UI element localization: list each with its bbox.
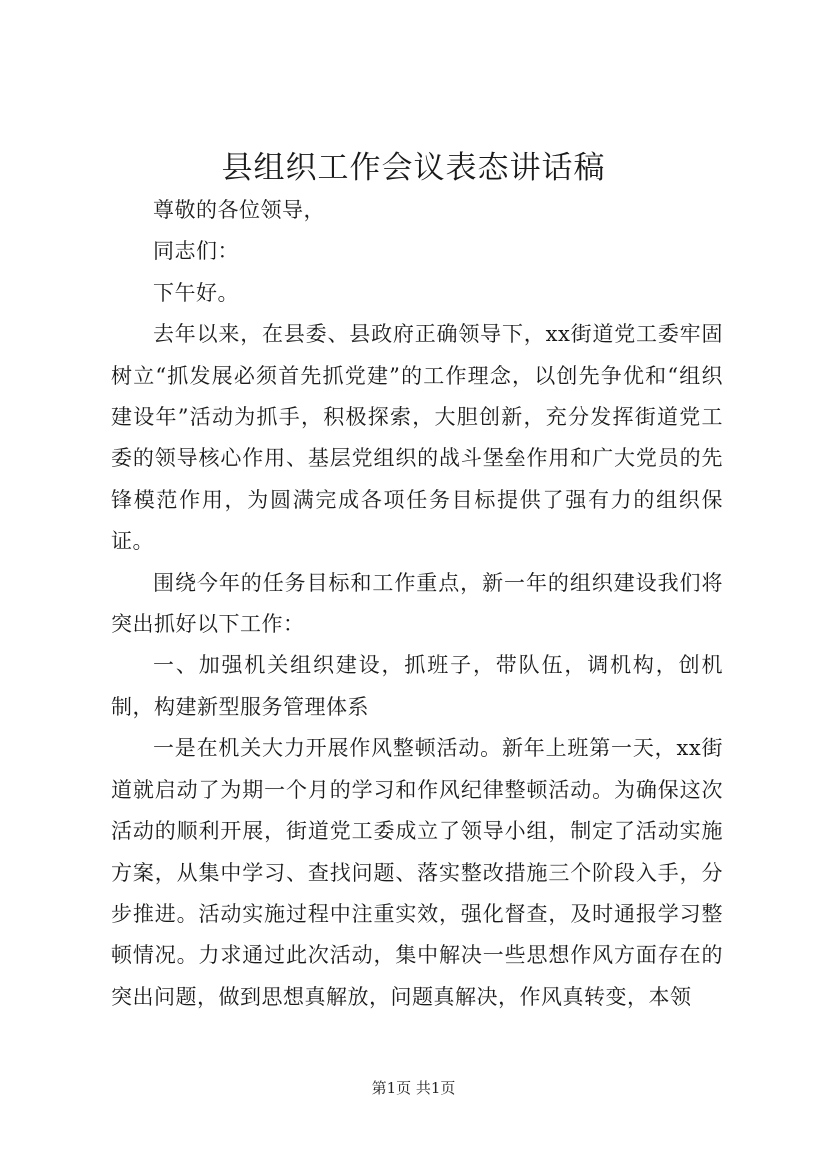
- paragraph-salutation: 尊敬的各位领导，: [153, 198, 325, 222]
- paragraph-first-point: 一是在机关大力开展作风整顿活动。新年上班第一天，xx街道就启动了为期一个月的学习和作风纪律整顿活动。为确保这次活动的顺利开展，街道党工委成立了领导小组，制定了活动实施方案，从集中学习、查找问题、落实整改措施三个阶段入手，分步推进。活动实施过程中注重实效，强化督查，及时通报学习整顿情况。力求通过此次活动，集中解决一些思想作风方面存在的突出问题，做到思想真解放，问题真解决，作风真转变，本领: [111, 736, 723, 1009]
- paragraph-address: 同志们：: [153, 239, 239, 264]
- page-footer: 第1页 共1页: [371, 1079, 456, 1097]
- document-body: [111, 190, 723, 1018]
- paragraph-intro: 围绕今年的任务目标和工作重点，新一年的组织建设我们将突出抓好以下工作：: [111, 570, 723, 637]
- document-title: 县组织工作会议表态讲话稿: [221, 150, 606, 186]
- paragraph-greeting: 下午好。: [153, 280, 239, 305]
- paragraph-review: 去年以来，在县委、县政府正确领导下，xx街道党工委牢固树立“抓发展必须首先抓党建”的工作理念，以创先争优和“组织建设年”活动为抓手，积极探索，大胆创新，充分发挥街道党工委的领导核心作用、基层党组织的战斗堡垒作用和广大党员的先锋模范作用，为圆满完成各项任务目标提供了强有力的组织保证。: [111, 322, 723, 554]
- paragraph-section-heading: 一、加强机关组织建设，抓班子，带队伍，调机构，创机制，构建新型服务管理体系: [111, 653, 723, 719]
